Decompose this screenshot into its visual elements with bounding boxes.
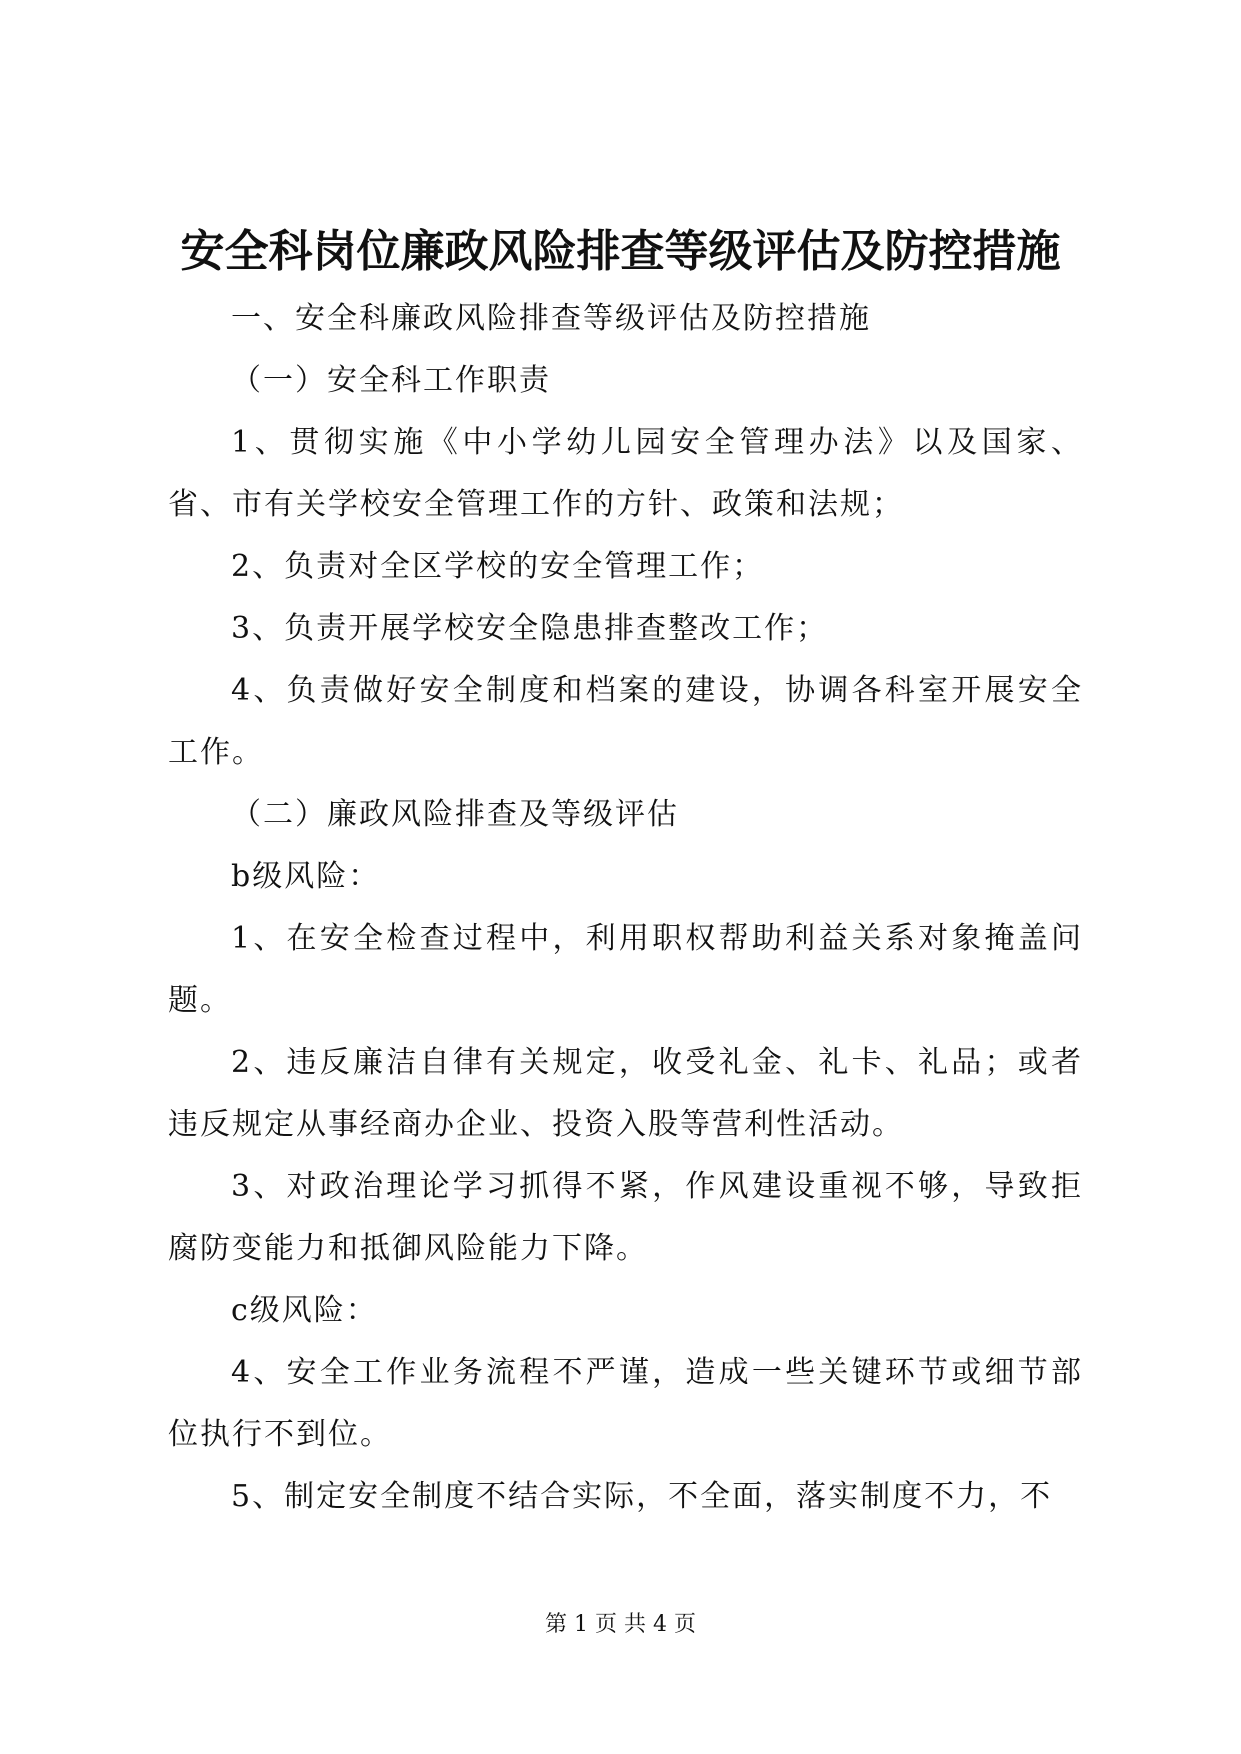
document-body xyxy=(168,288,1083,1528)
paragraph-subheading-duties: （一）安全科工作职责 xyxy=(231,363,551,398)
paragraph-subheading-risk: （二）廉政风险排查及等级评估 xyxy=(231,797,679,832)
paragraph-duty-3: 3、负责开展学校安全隐患排查整改工作； xyxy=(231,611,829,646)
paragraph-risk-4: 4、安全工作业务流程不严谨，造成一些关键环节或细节部位执行不到位。 xyxy=(168,1355,1083,1452)
paragraph-b-level-risk: b级风险： xyxy=(231,859,381,894)
paragraph-duty-1: 1、贯彻实施《中小学幼儿园安全管理办法》以及国家、省、市有关学校安全管理工作的方针、政策和法规； xyxy=(168,425,1083,522)
paragraph-risk-3: 3、对政治理论学习抓得不紧，作风建设重视不够，导致拒腐防变能力和抵御风险能力下降。 xyxy=(168,1169,1083,1266)
page-footer: 第 1 页 共 4 页 xyxy=(545,1612,696,1637)
paragraph-duty-4: 4、负责做好安全制度和档案的建设，协调各科室开展安全工作。 xyxy=(168,673,1083,770)
paragraph-risk-5: 5、制定安全制度不结合实际，不全面，落实制度不力，不 xyxy=(231,1479,1053,1514)
document-title: 安全科岗位廉政风险排查等级评估及防控措施 xyxy=(180,226,1061,277)
paragraph-duty-2: 2、负责对全区学校的安全管理工作； xyxy=(231,549,765,584)
paragraph-risk-1: 1、在安全检查过程中，利用职权帮助利益关系对象掩盖问题。 xyxy=(168,921,1083,1018)
paragraph-section-heading: 一、安全科廉政风险排查等级评估及防控措施 xyxy=(231,301,871,336)
paragraph-risk-2: 2、违反廉洁自律有关规定，收受礼金、礼卡、礼品；或者违反规定从事经商办企业、投资入股等营利性活动。 xyxy=(168,1045,1083,1142)
paragraph-c-level-risk: c级风险： xyxy=(231,1293,378,1328)
